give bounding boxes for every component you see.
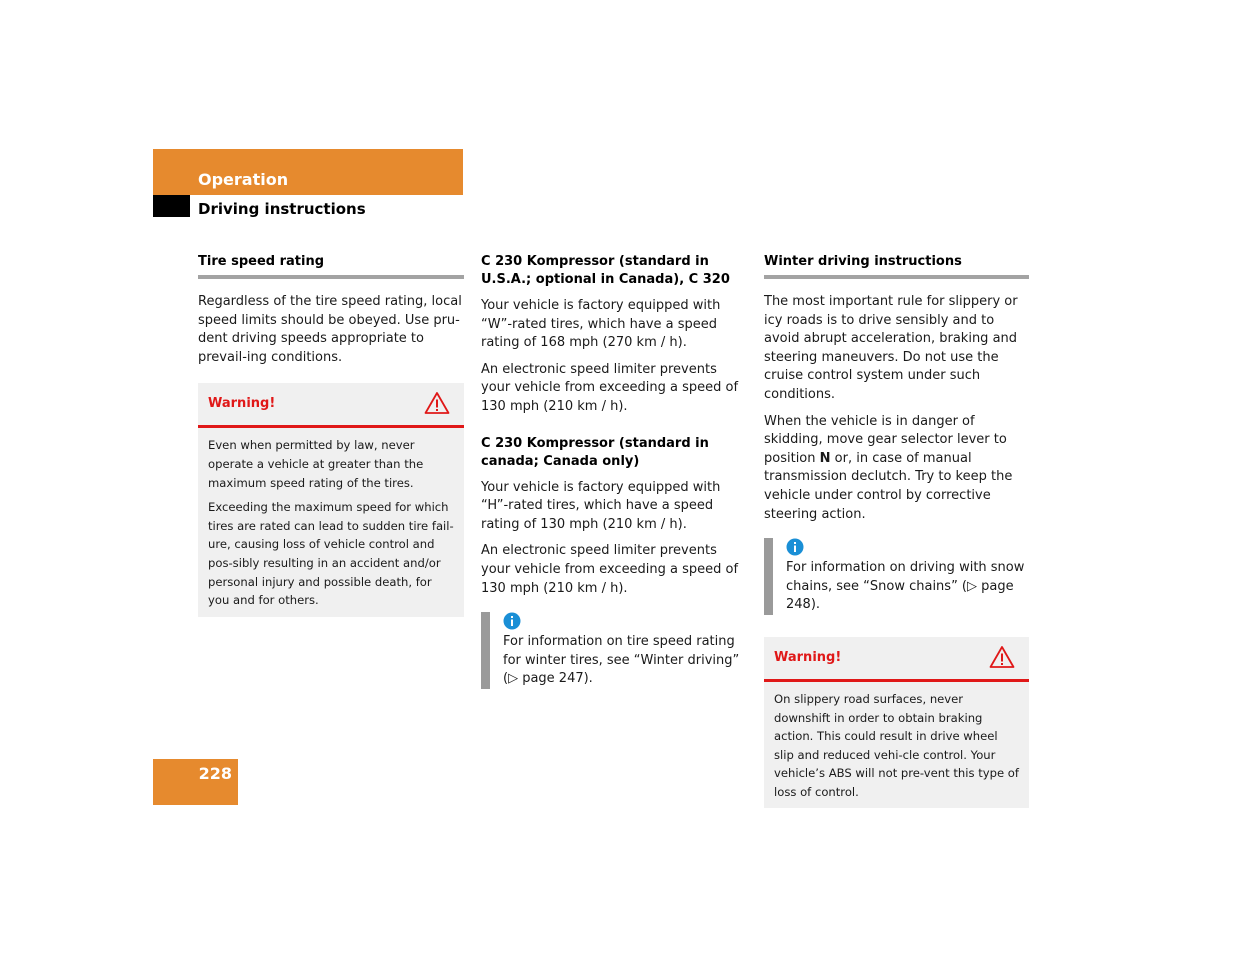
paragraph: The most important rule for slippery or icy roads is to drive sensibly and to avoid abrupt acceleration, braking and steering maneuvers. Do not use the cruise control system under such conditions. bbox=[764, 294, 1018, 402]
page-number-box bbox=[153, 759, 238, 805]
column-middle bbox=[481, 253, 746, 689]
column-right bbox=[764, 253, 1029, 808]
warning-header bbox=[198, 383, 464, 428]
heading-c230-us: C 230 Kompressor (standard in U.S.A.; optional in Canada), C 320 bbox=[481, 254, 730, 287]
page-number: 228 bbox=[198, 764, 232, 783]
info-note bbox=[481, 612, 746, 689]
info-circle-icon bbox=[786, 538, 804, 556]
paragraph: Your vehicle is factory equipped with “H”-rated tires, which have a speed rating of 130 mph (210 km / h). bbox=[481, 479, 721, 532]
warning-box bbox=[764, 637, 1029, 809]
section-marker bbox=[153, 195, 190, 217]
gear-position: N bbox=[819, 450, 831, 466]
paragraph: Your vehicle is factory equipped with “W”-rated tires, which have a speed rating of 168 mph (270 km / h). bbox=[481, 298, 721, 351]
text: When the vehicle is in danger of skidding, move gear selector lever to position bbox=[764, 413, 1007, 466]
subsection-title: Driving instructions bbox=[198, 200, 366, 218]
paragraph bbox=[764, 413, 1029, 525]
paragraph: Regardless of the tire speed rating, local speed limits should be obeyed. Use pru-dent driving speeds appropriate to prevail-ing conditions. bbox=[198, 294, 462, 365]
warning-box bbox=[198, 383, 464, 616]
paragraph: An electronic speed limiter prevents your vehicle from exceeding a speed of 130 mph (210 km / h). bbox=[481, 361, 739, 414]
warning-label: Warning! bbox=[774, 649, 842, 665]
paragraph: An electronic speed limiter prevents your vehicle from exceeding a speed of 130 mph (210 km / h). bbox=[481, 543, 739, 596]
warning-text: Exceeding the maximum speed for which tires are rated can lead to sudden tire fail-ure, causing loss of vehicle control and pos-sibly resulting in an accident and/or personal injury and possible death, for you and for others. bbox=[208, 500, 454, 608]
warning-text: On slippery road surfaces, never downshift in order to obtain braking action. This could result in drive wheel slip and reduced vehi-cle control. Your vehicle’s ABS will not pre-vent this type of loss of control. bbox=[774, 691, 1019, 799]
warning-triangle-icon bbox=[989, 645, 1015, 669]
info-text: For information on driving with snow chains, see “Snow chains” (▷ page 248). bbox=[786, 560, 1025, 613]
heading-c230-canada: C 230 Kompressor (standard in canada; Canada only) bbox=[481, 435, 709, 469]
warning-label: Warning! bbox=[208, 396, 276, 412]
warning-body bbox=[764, 682, 1029, 809]
info-circle-icon bbox=[503, 612, 521, 630]
warning-triangle-icon bbox=[424, 391, 450, 415]
warning-header bbox=[764, 637, 1029, 682]
heading-tire-speed-rating: Tire speed rating bbox=[198, 253, 464, 279]
heading-winter-driving: Winter driving instructions bbox=[764, 253, 1029, 279]
warning-text: Even when permitted by law, never operate a vehicle at greater than the maximum speed rating of the tires. bbox=[208, 438, 424, 490]
column-left bbox=[198, 253, 464, 617]
info-note bbox=[764, 538, 1029, 615]
section-title: Operation bbox=[198, 170, 289, 189]
text: or, in case of manual transmission declutch. Try to keep the vehicle under control by corrective steering action. bbox=[764, 450, 1013, 522]
warning-body bbox=[198, 428, 464, 616]
info-text: For information on tire speed rating for winter tires, see “Winter driving” (▷ page 247). bbox=[503, 634, 740, 687]
